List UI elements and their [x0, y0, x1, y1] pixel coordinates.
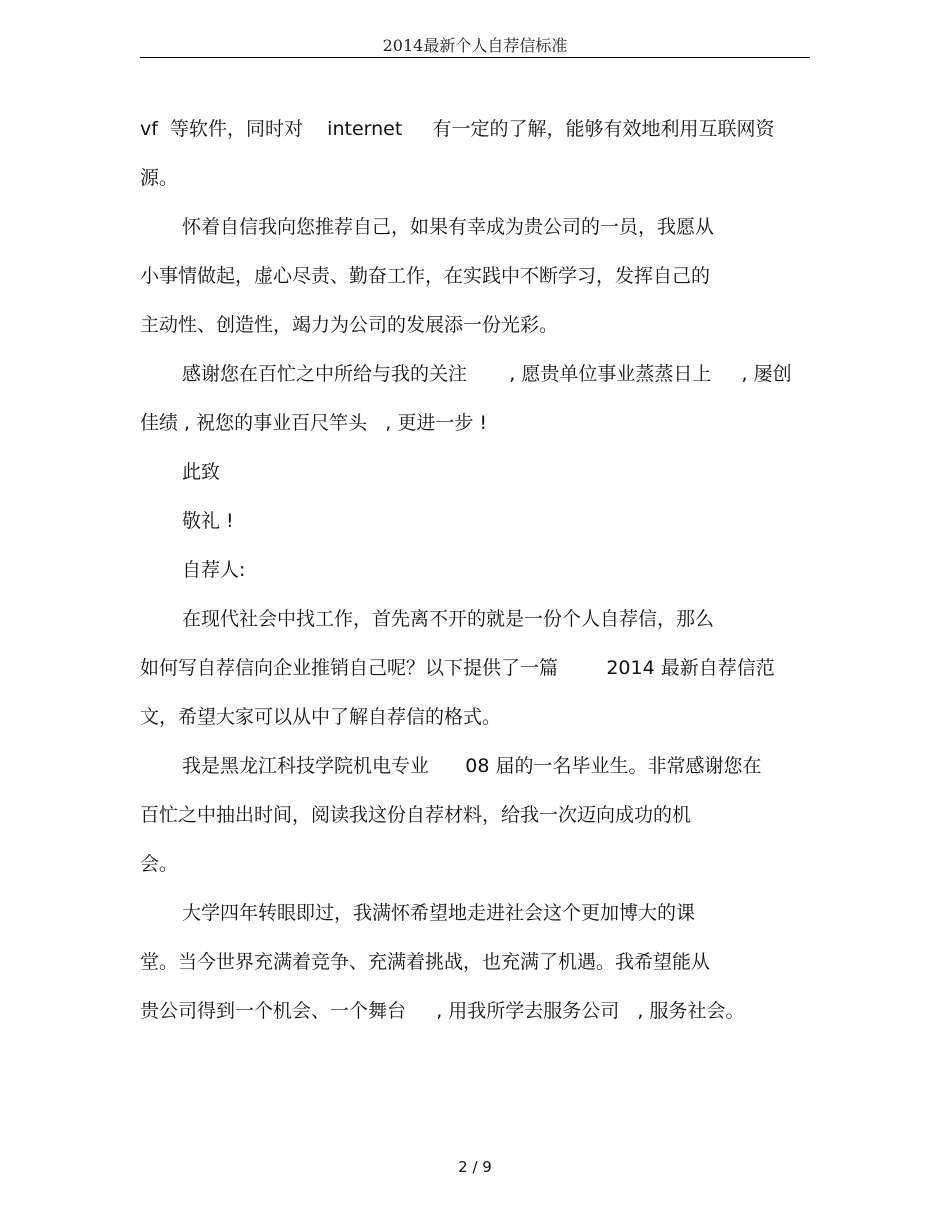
- text-line: 主动性、创造性，竭力为公司的发展添一份光彩。: [140, 314, 559, 336]
- header-divider: [140, 57, 810, 58]
- text-line: 佳绩 , 祝您的事业百尺竿头 , 更进一步 !: [140, 412, 487, 434]
- text-line: 文，希望大家可以从中了解自荐信的格式。: [140, 706, 502, 728]
- text-line: 源。: [140, 167, 179, 189]
- text-line: 如何写自荐信向企业推销自己呢？以下提供了一篇 2014 最新自荐信范: [140, 657, 775, 679]
- text-line: 百忙之中抽出时间，阅读我这份自荐材料，给我一次迈向成功的机: [140, 804, 692, 826]
- text-line: 会。: [140, 853, 179, 875]
- text-line: 在现代社会中找工作，首先离不开的就是一份个人自荐信，那么: [182, 608, 715, 630]
- text-line: 感谢您在百忙之中所给与我的关注 , 愿贵单位事业蒸蒸日上 , 屡创: [182, 363, 792, 385]
- text-line: vf 等软件，同时对 internet 有一定的了解，能够有效地利用互联网资: [140, 118, 775, 140]
- text-line: 大学四年转眼即过，我满怀希望地走进社会这个更加博大的课: [182, 902, 696, 924]
- text-line: 我是黑龙江科技学院机电专业 08 届的一名毕业生。非常感谢您在: [182, 755, 762, 777]
- page-number: 2 / 9: [458, 1158, 492, 1176]
- document-body: [140, 105, 820, 1036]
- text-line: 敬礼 !: [182, 510, 234, 532]
- page-header-title: 2014最新个人自荐信标准: [382, 36, 568, 55]
- text-line: 贵公司得到一个机会、一个舞台 , 用我所学去服务公司 , 服务社会。: [140, 1000, 745, 1022]
- text-line: 小事情做起，虚心尽责、勤奋工作，在实践中不断学习，发挥自己的: [140, 265, 711, 287]
- text-line: 怀着自信我向您推荐自己，如果有幸成为贵公司的一员，我愿从: [182, 216, 715, 238]
- text-line: 自荐人:: [182, 559, 246, 581]
- text-line: 此致: [182, 461, 221, 483]
- text-line: 堂。当今世界充满着竞争、充满着挑战，也充满了机遇。我希望能从: [140, 951, 711, 973]
